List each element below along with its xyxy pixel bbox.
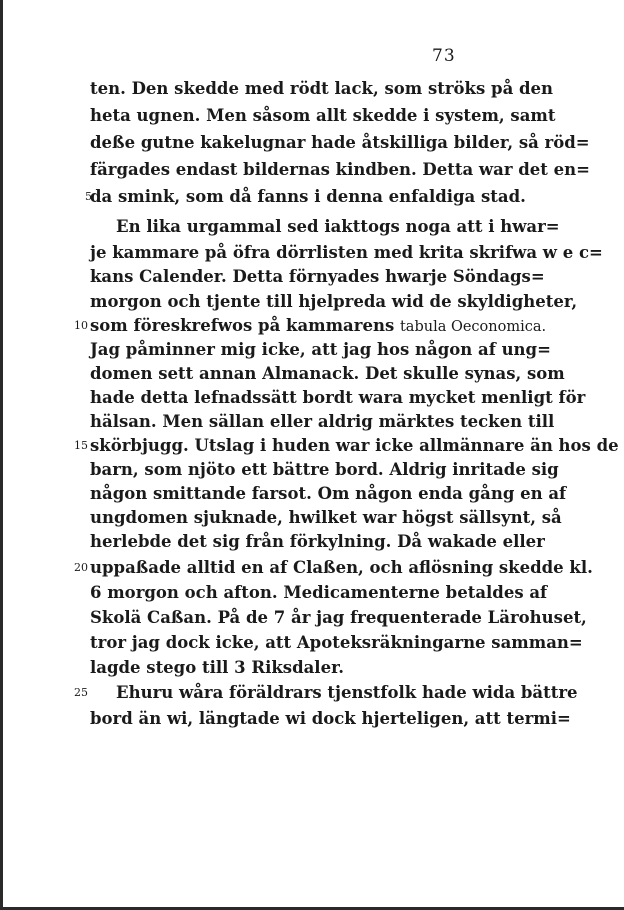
text-line: barn, som njöto ett bättre bord. Aldrig inritade sig <box>90 460 559 479</box>
text-line: ten. Den skedde med rödt lack, som ströks på den <box>90 79 554 98</box>
line-number: 10 <box>74 319 88 332</box>
latin-phrase: tabula Oeconomica. <box>399 319 547 335</box>
text-line: deße gutne kakelugnar hade åtskilliga bilder, så röd= <box>90 133 590 152</box>
text-line: lagde stego till 3 Riksdaler. <box>90 658 344 677</box>
text-line: je kammare på öfra dörrlisten med krita skrifwa w e c= <box>90 243 603 262</box>
line-number: 20 <box>74 561 88 574</box>
scan-edge-left <box>0 0 3 910</box>
text-line: kans Calender. Detta förnyades hwarje Söndags= <box>90 267 545 286</box>
line-number: 25 <box>74 686 88 699</box>
text-line: skörbjugg. Utslag i huden war icke allmännare än hos de <box>90 436 619 455</box>
page-number: 73 <box>432 46 456 66</box>
text-line: Jag påminner mig icke, att jag hos någon af ung= <box>90 340 551 359</box>
text-line: bord än wi, längtade wi dock hjerteligen, att termi= <box>90 709 571 728</box>
text-line: färgades endast bildernas kindben. Detta war det en= <box>90 160 590 179</box>
text-line: herlebde det sig från förkylning. Då wakade eller <box>90 532 545 551</box>
text-line: hade detta lefnadssätt bordt wara mycket menligt för <box>90 388 586 407</box>
line-number: 15 <box>74 439 88 452</box>
text-line: Skolä Caßan. På de 7 år jag frequenterade Lärohuset, <box>90 608 587 627</box>
line-number: 5 <box>85 190 92 203</box>
text-line: 6 morgon och afton. Medicamenterne betaldes af <box>90 583 548 602</box>
text-line: uppaßade alltid en af Claßen, och aflösning skedde kl. <box>90 558 593 577</box>
text-line: da smink, som då fanns i denna enfaldiga stad. <box>90 187 526 206</box>
text-line: En lika urgammal sed iakttogs noga att i hwar= <box>116 217 560 236</box>
text-line: morgon och tjente till hjelpreda wid de skyldigheter, <box>90 292 578 311</box>
text-line: heta ugnen. Men såsom allt skedde i system, samt <box>90 106 556 125</box>
text-line: Ehuru wåra föräldrars tjenstfolk hade wida bättre <box>116 683 578 702</box>
text-line: domen sett annan Almanack. Det skulle synas, som <box>90 364 565 383</box>
text-line: hälsan. Men sällan eller aldrig märktes tecken till <box>90 412 555 431</box>
text-line: tror jag dock icke, att Apoteksräkningarne samman= <box>90 633 583 652</box>
text-line-fraktur: som föreskrefwos på kammarens <box>90 316 400 335</box>
text-line <box>90 313 547 339</box>
text-line: någon smittande farsot. Om någon enda gång en af <box>90 484 567 503</box>
text-line: ungdomen sjuknade, hwilket war högst sällsynt, så <box>90 508 562 527</box>
